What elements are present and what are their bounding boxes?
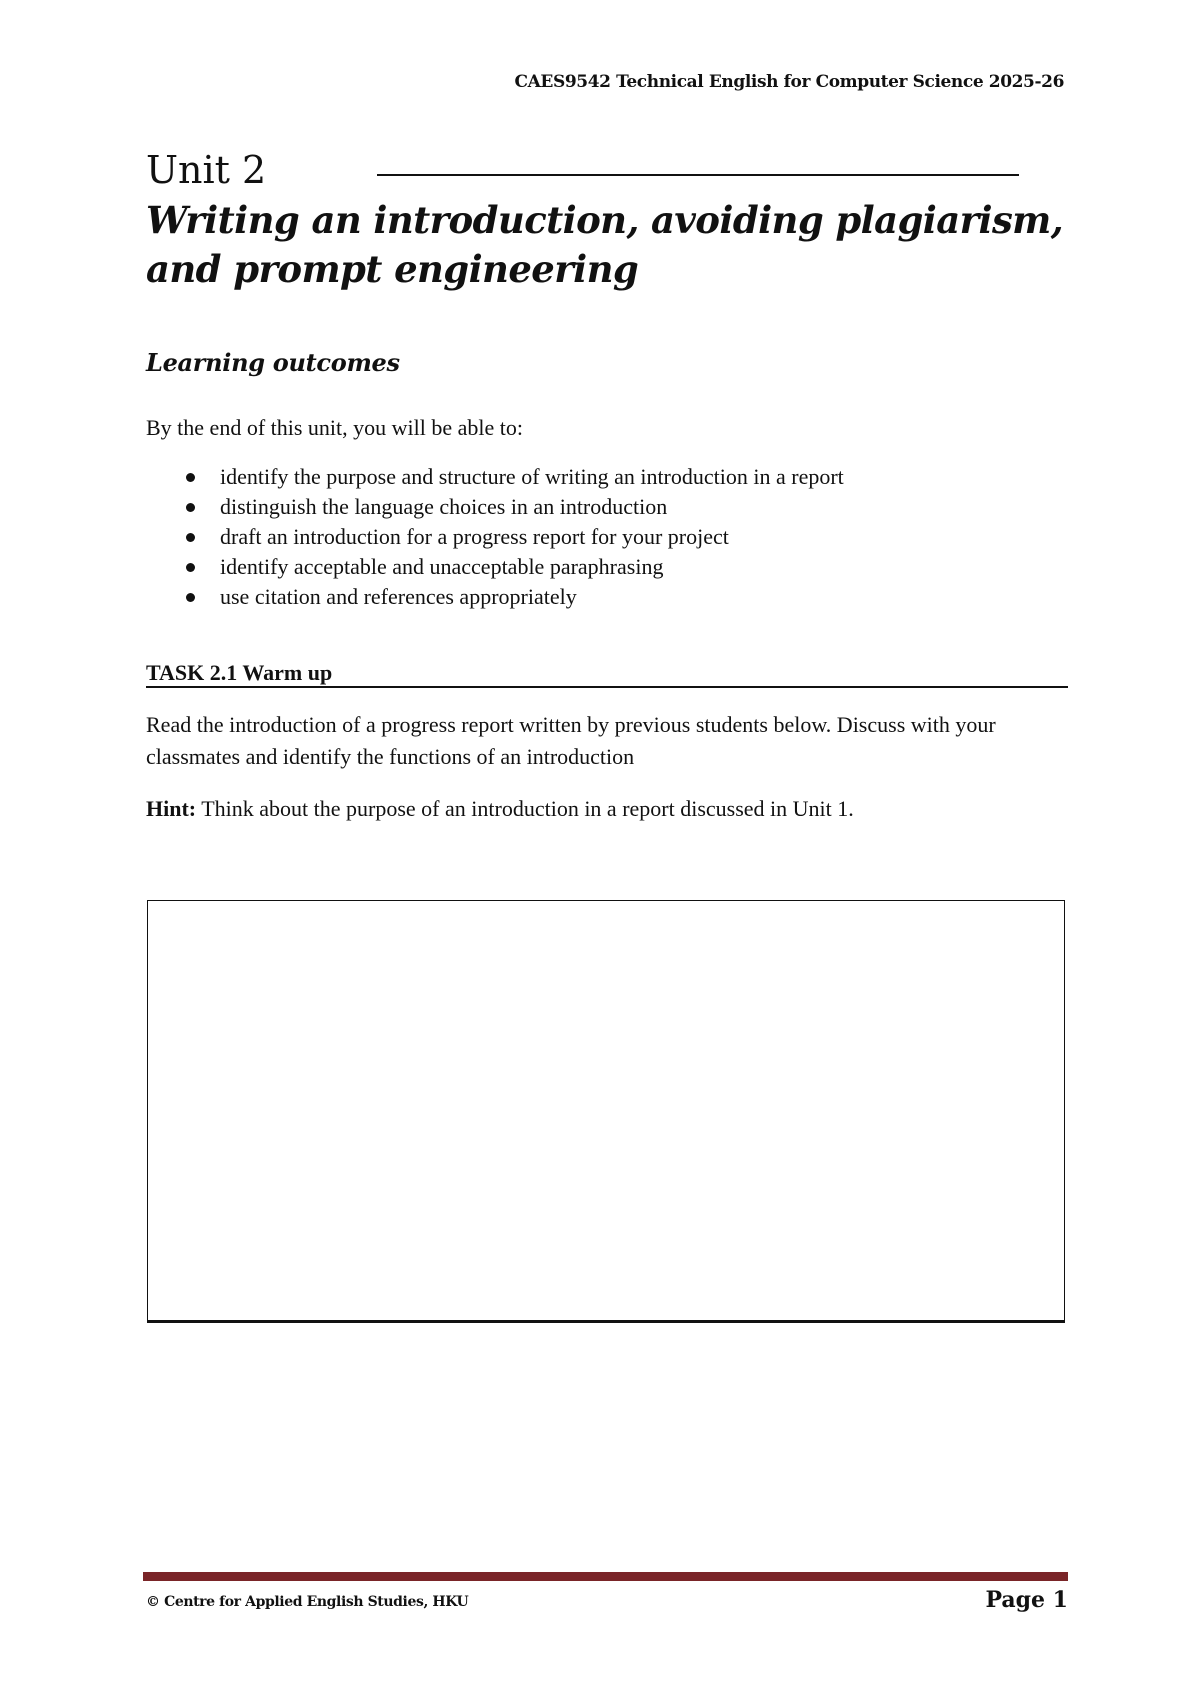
list-item-text: use citation and references appropriately [220, 584, 577, 609]
page-number: Page 1 [985, 1587, 1068, 1613]
hint-line [146, 795, 854, 823]
learning-outcomes-intro: By the end of this unit, you will be able to: [146, 415, 524, 440]
bullet-icon [186, 533, 195, 542]
unit-title: Writing an introduction, avoiding plagiarism, and prompt engineering [146, 198, 1064, 291]
list-item [146, 462, 844, 492]
unit-number: Unit 2 [146, 148, 267, 192]
footer-copyright: © Centre for Applied English Studies, HKU [146, 1594, 469, 1610]
hint-text: Think about the purpose of an introduction in a report discussed in Unit 1. [196, 796, 854, 821]
task-heading-rule [146, 686, 1068, 688]
hint-label: Hint: [146, 796, 197, 821]
list-item [146, 582, 844, 612]
list-item-text: distinguish the language choices in an introduction [220, 494, 668, 519]
answer-box [147, 900, 1065, 1323]
list-item-text: draft an introduction for a progress report for your project [220, 524, 729, 549]
learning-outcomes-heading: Learning outcomes [146, 348, 400, 377]
list-item-text: identify acceptable and unacceptable paraphrasing [220, 554, 664, 579]
footer-rule [143, 1572, 1068, 1581]
bullet-icon [186, 503, 195, 512]
running-header: CAES9542 Technical English for Computer Science 2025-26 [514, 72, 1064, 92]
bullet-icon [186, 563, 195, 572]
learning-outcomes-list [146, 462, 844, 612]
bullet-icon [186, 473, 195, 482]
list-item [146, 552, 844, 582]
bullet-icon [186, 593, 195, 602]
list-item-text: identify the purpose and structure of writing an introduction in a report [220, 464, 844, 489]
title-rule [377, 174, 1019, 176]
task-heading: TASK 2.1 Warm up [146, 660, 333, 685]
list-item [146, 522, 844, 552]
list-item [146, 492, 844, 522]
task-instructions: Read the introduction of a progress report written by previous students below. Discuss with your classmates and identify the functions of an introduction [146, 712, 996, 769]
